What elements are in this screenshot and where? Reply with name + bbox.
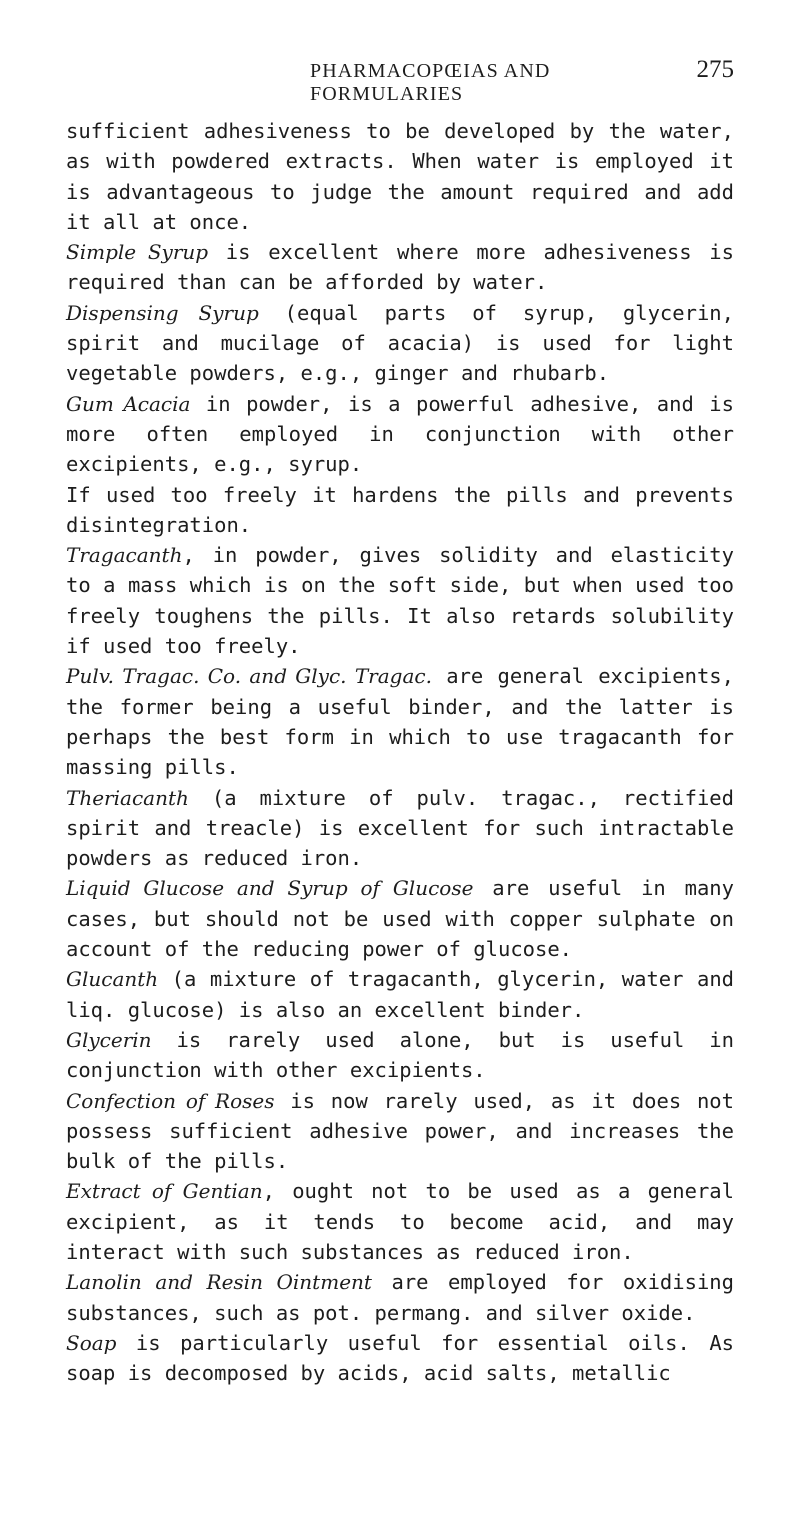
paragraph (66, 1025, 734, 1086)
paragraph-text: are general excipients, the former being a useful binder, and the latter is perhaps the best form in which to use tragacanth for massing pills. (66, 664, 734, 780)
paragraph (66, 237, 734, 298)
excipient-term: Liquid Glucose and Syrup of Glucose (66, 876, 474, 901)
paragraph-text: , ought not to be used as a general excipient, as it tends to become acid, and may interact with such substances as reduced iron. (66, 1179, 734, 1264)
paragraph (66, 1176, 734, 1267)
excipient-term: Theriacanth (66, 785, 189, 810)
excipient-term: Tragacanth (66, 543, 183, 568)
excipient-term: Glucanth (66, 967, 159, 992)
paragraph (66, 1328, 734, 1389)
excipient-term: Dispensing Syrup (66, 300, 259, 325)
paragraph-text: (equal parts of syrup, glycerin, spirit and mucilage of acacia) is used for light vegetable powders, e.g., ginger and rhubarb. (66, 300, 734, 386)
paragraph-text: is particularly useful for essential oils. As soap is decomposed by acids, acid salts, metallic (66, 1330, 734, 1386)
paragraph-text: (a mixture of tragacanth, glycerin, water and liq. glucose) is also an excellent binder. (66, 967, 734, 1022)
paragraph (66, 389, 734, 480)
body-text (66, 116, 734, 1388)
excipient-term: Glycerin (66, 1027, 152, 1052)
paragraph (66, 783, 734, 874)
paragraph-text: , in powder, gives solidity and elasticity to a mass which is on the soft side, but when used too freely toughens the pills. It also retards solubility if used too freely. (66, 543, 734, 659)
paragraph-text: (a mixture of pulv. tragac., rectified spirit and treacle) is excellent for such intractable powders as reduced iron. (66, 785, 734, 871)
paragraph-text: is now rarely used, as it does not possess sufficient adhesive power, and increases the bulk of the pills. (66, 1088, 734, 1174)
paragraph (66, 964, 734, 1025)
paragraph-text: in powder, is a powerful adhesive, and is more often employed in conjunction with other excipients, e.g., syrup. (66, 391, 734, 477)
paragraph (66, 873, 734, 964)
paragraph (66, 1086, 734, 1177)
page-header (310, 56, 734, 105)
paragraph (66, 480, 734, 541)
paragraph-text: are useful in many cases, but should not be used with copper sulphate on account of the reducing power of glucose. (66, 876, 734, 962)
paragraph (66, 1267, 734, 1328)
paragraph-text: are employed for oxidising substances, such as pot. permang. and silver oxide. (66, 1270, 734, 1325)
page-number: 275 (696, 56, 734, 83)
paragraph-text: is excellent where more adhesiveness is required than can be afforded by water. (66, 240, 734, 295)
running-head: PHARMACOPŒIAS AND FORMULARIES (310, 60, 551, 105)
paragraph (66, 540, 734, 661)
excipient-term: Extract of Gentian (66, 1179, 263, 1204)
excipient-term: Soap (66, 1330, 117, 1355)
paragraph (66, 298, 734, 389)
excipient-term: Lanolin and Resin Ointment (66, 1270, 372, 1295)
paragraph (66, 116, 734, 237)
excipient-term: Confection of Roses (66, 1088, 275, 1113)
excipient-term: Gum Acacia (66, 391, 191, 416)
paragraph-text: If used too freely it hardens the pills and prevents disintegration. (66, 482, 734, 537)
paragraph-text: is rarely used alone, but is useful in conjunction with other excipients. (66, 1027, 734, 1083)
paragraph-text: sufficient adhesiveness to be developed by the water, as with powdered extracts. When water is employed it is advantageous to judge the amount required and add it all at once. (66, 119, 734, 234)
excipient-term: Simple Syrup (66, 240, 209, 265)
paragraph (66, 661, 734, 782)
excipient-term: Pulv. Tragac. Co. and Glyc. Tragac. (66, 664, 432, 689)
